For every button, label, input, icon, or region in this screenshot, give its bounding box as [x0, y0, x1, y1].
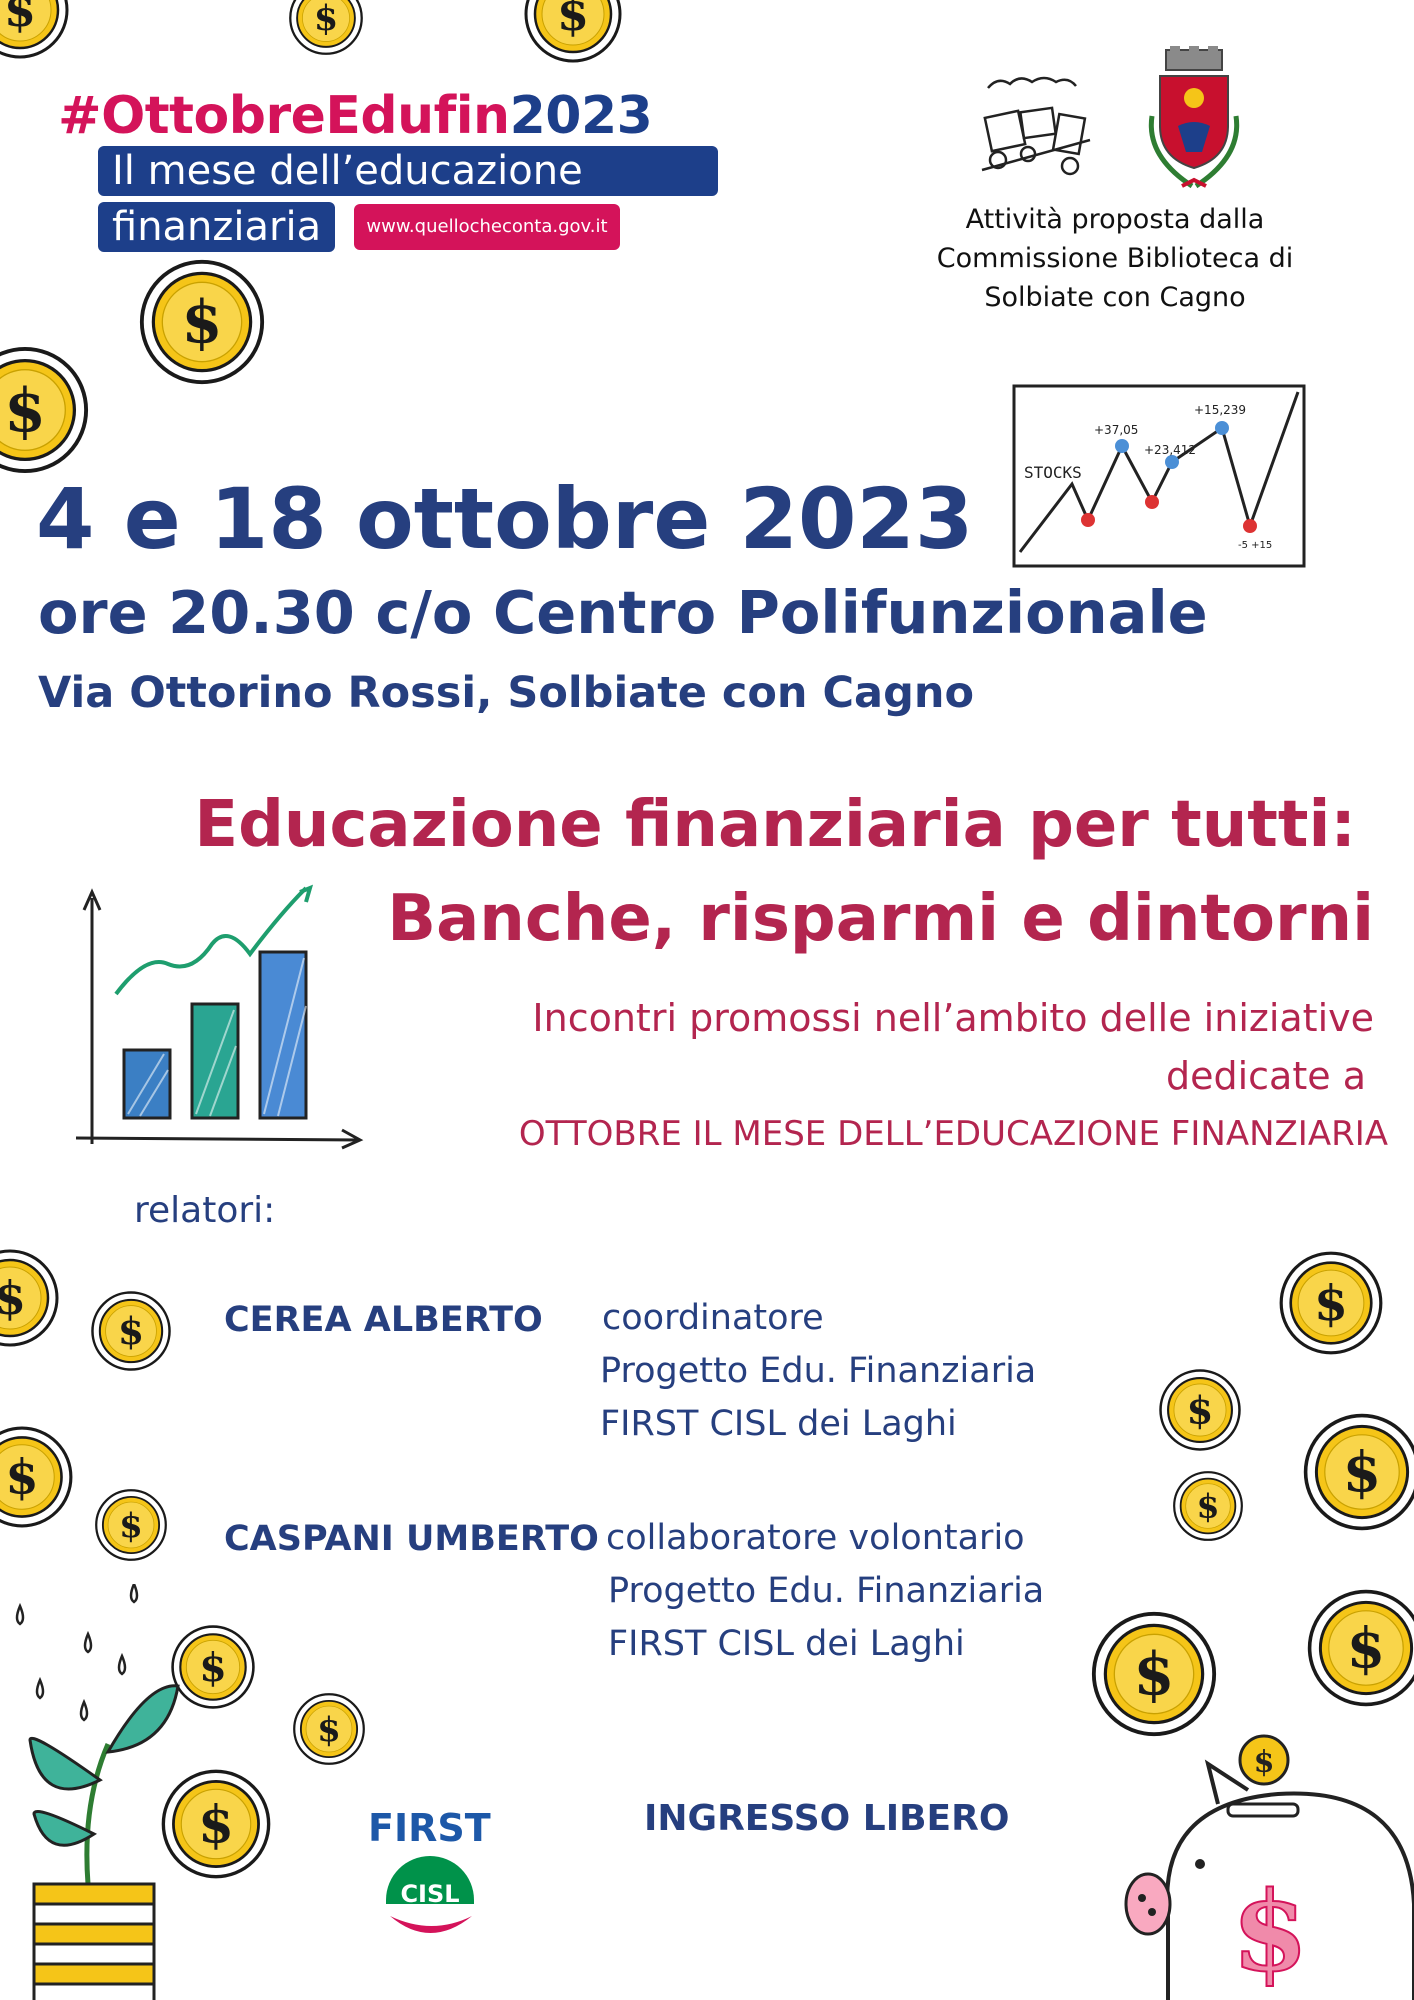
first-cisl-logo-icon	[376, 1852, 484, 1952]
logo-hashtag: #OttobreEdufin2023	[58, 86, 653, 146]
dollar-coin-icon	[0, 345, 90, 475]
event-title-line1: Educazione finanziaria per tutti:	[194, 788, 1356, 862]
dollar-coin-icon	[518, 0, 628, 64]
dollar-coin-icon	[0, 1425, 74, 1529]
speaker-role: collaboratore volontario Progetto Edu. Finanziaria FIRST CISL dei Laghi	[606, 1518, 1045, 1664]
event-dates: 4 e 18 ottobre 2023	[36, 470, 974, 568]
svg-text:$: $	[1253, 1745, 1275, 1780]
dollar-coin-icon	[94, 1488, 168, 1562]
dollar-coin-icon	[288, 0, 364, 56]
svg-text:$: $	[1231, 1867, 1309, 1996]
intro-line1: Incontri promossi nell’ambito delle iniziative	[532, 996, 1374, 1040]
speaker-name: CEREA ALBERTO	[224, 1300, 543, 1340]
stocks-label: STOCKS	[1024, 463, 1082, 482]
dollar-coin-icon	[0, 0, 70, 60]
logo-line1: Il mese dell’educazione	[98, 146, 718, 196]
stocks-value: +15,239	[1194, 403, 1247, 417]
logo-url: www.quellocheconta.gov.it	[354, 204, 620, 250]
stocks-value: +37,05	[1094, 423, 1139, 437]
plant-coins-icon	[4, 1584, 204, 2000]
dollar-coin-icon	[0, 1248, 60, 1348]
dollar-coin-icon	[138, 258, 266, 386]
stocks-sketch-icon	[1012, 384, 1308, 570]
speaker-name: CASPANI UMBERTO	[224, 1519, 599, 1559]
piggy-bank-icon	[1118, 1734, 1414, 2000]
dollar-coin-icon	[1172, 1470, 1244, 1542]
speakers-label: relatori:	[134, 1190, 276, 1231]
bar-chart-sketch-icon	[70, 868, 370, 1158]
logo-line2: finanziaria	[98, 202, 335, 252]
speaker-role: coordinatore Progetto Edu. Finanziaria FIRST CISL dei Laghi	[600, 1298, 1037, 1444]
first-logo-text: FIRST	[368, 1806, 491, 1850]
dollar-coin-icon	[90, 1290, 172, 1372]
stocks-value: -5 +15	[1238, 540, 1273, 551]
dollar-coin-icon	[1278, 1250, 1384, 1356]
free-entry: INGRESSO LIBERO	[644, 1798, 1010, 1839]
stocks-value: +23,412	[1144, 443, 1197, 457]
organizer-text: Attività proposta dalla Commissione Biblioteca di Solbiate con Cagno	[936, 204, 1294, 313]
train-sketch-icon	[978, 70, 1098, 180]
dollar-coin-icon	[292, 1692, 366, 1766]
coat-of-arms-icon	[1142, 46, 1246, 196]
cisl-logo-text: CISL	[400, 1880, 460, 1908]
dollar-coin-icon	[1158, 1368, 1242, 1452]
cisl-sub-text: DEI LAGHI	[409, 1907, 451, 1916]
intro-line2: dedicate a	[1165, 1054, 1366, 1098]
dollar-coin-icon	[1302, 1412, 1414, 1532]
event-address: Via Ottorino Rossi, Solbiate con Cagno	[38, 668, 975, 718]
intro-line3: OTTOBRE IL MESE DELL’EDUCAZIONE FINANZIARIA	[518, 1114, 1388, 1154]
event-time-venue: ore 20.30 c/o Centro Polifunzionale	[38, 578, 1208, 647]
event-title-line2: Banche, risparmi e dintorni	[387, 882, 1374, 956]
dollar-coin-icon	[1306, 1588, 1414, 1708]
dollar-coin-icon	[1090, 1610, 1218, 1738]
